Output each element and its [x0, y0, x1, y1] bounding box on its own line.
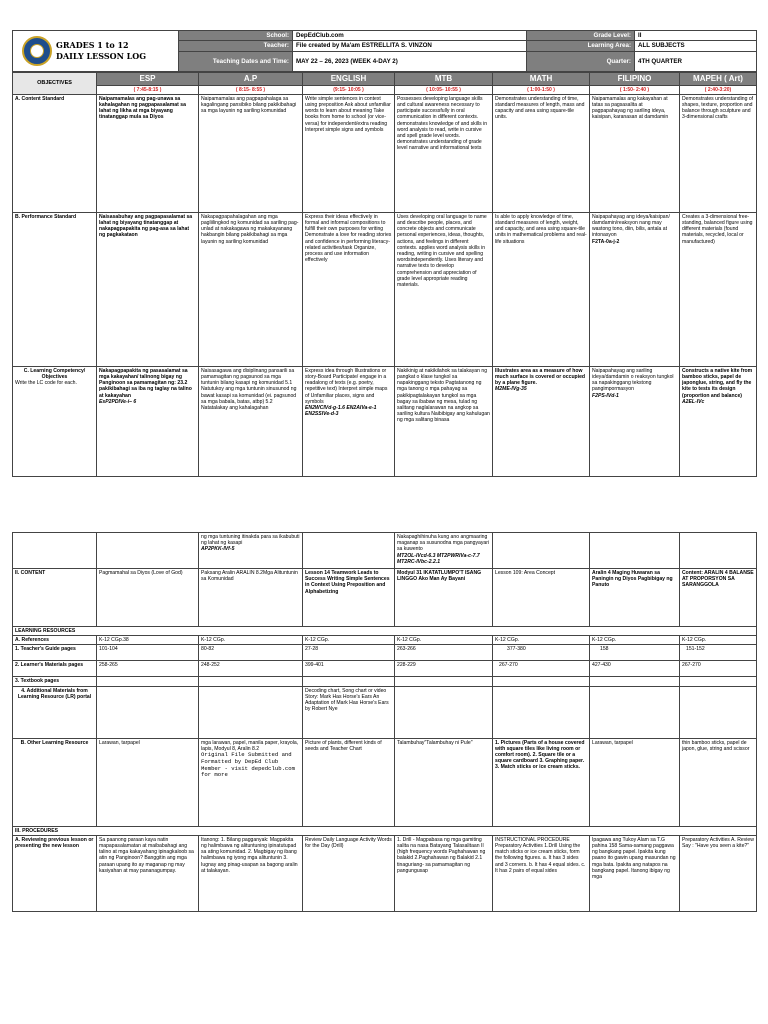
cell-mapeh: 151-152 [680, 645, 757, 661]
area-label: Learning Area: [527, 41, 635, 51]
cell-math [493, 533, 590, 569]
cell-text: Nakapagpapakita ng pasasalamat sa mga kakayahan/ talinong bigay ng Panginoon sa pamamagitan ng: 23.2 pakikibahagi sa iba ng taglay na talino at kakayahan [99, 367, 192, 399]
cell-math: 267-270 [493, 661, 590, 677]
teachers-guide-label: 1. Teacher's Guide pages [13, 645, 97, 661]
cell-ap: Itanong: 1. Bilang pagganyak: Magpakita ng halimbawa ng alituntuning ipinatutupad sa ating komunidad. 2. Magbigay ng ibang halimbawa ng iyong mga alituntunin 3. Iugnay ang pinag-usapan sa bagong aralin at talakayan. [199, 835, 303, 911]
cell-english: K-12 CGp. [303, 636, 395, 645]
cell-text: Naipapahayag ang sariling ideya/damdamin o reaksyon tungkol sa napakinggang tekstong pangimpormasyon [592, 367, 674, 393]
cell-english: 399-401 [303, 661, 395, 677]
cell-esp: Naipamamalas ang pag-unawa sa kahalagahan ng pagpapasalamat sa lahat ng likha at mga biyayang tinatanggap mula sa Diyos [97, 94, 199, 212]
cell-math: INSTRUCTIONAL PROCEDURE Preparatory Activities 1.Drill Using the match sticks or ice cream sticks, form the following figures. a. It has 3 sides and 3 corners. b. It has 4 equal sides. c. It has 2 pairs of equal sides [493, 835, 590, 911]
area-value: ALL SUBJECTS [635, 41, 757, 51]
title-line-1: GRADES 1 to 12 [56, 40, 129, 51]
cell-filipino: Larawan, tarpapel [590, 738, 680, 826]
teacher-value: File created by Ma'am ESTRELLITA S. VINZON [293, 41, 527, 51]
reviewing-label: A. Reviewing previous lesson or presenting the new lesson [13, 835, 97, 911]
cell-math [493, 366, 590, 476]
cell-esp: K-12 CGp.38 [97, 636, 199, 645]
cell-english [303, 677, 395, 686]
subject-name: MATH [493, 73, 590, 86]
cell-mtb [395, 677, 493, 686]
subject-time: ( 1:00-1:50 ) [493, 85, 590, 94]
cell-english: Write simple sentences in context using preposition Ask about unfamiliar words to learn about meaning Take books from home to school (or vice-versa) for independent/extra reading Interpret simple signs and symbols [303, 94, 395, 212]
objectives-label: OBJECTIVES [13, 73, 97, 95]
subject-time: ( 2:40-3:20) [680, 85, 757, 94]
quarter-label: Quarter: [527, 51, 635, 72]
procedures-label: III. PROCEDURES [13, 826, 757, 835]
cell-mapeh: thin bamboo sticks, papel de japon, glue, string and scissor [680, 738, 757, 826]
subject-time: (9:15- 10:05 ) [303, 85, 395, 94]
subject-name: ENGLISH [303, 73, 395, 86]
title-line-2: DAILY LESSON LOG [56, 51, 147, 61]
cell-mtb: Possesses developing language skills and cultural awareness necessary to participate successfully in oral communication in different contexts. demonstrates knowledge of and skills in word analysis to read, write in cursive and spell grade level words. demonstrates understanding of grade level narrative and informational texts [395, 94, 493, 212]
cell-ap [199, 738, 303, 826]
other-resources-label: B. Other Learning Resource [13, 738, 97, 826]
cell-math: 1. Pictures (Parts of a house covered with square tiles like living room or comfort room). 2. Square tile or a square cardboard 3. Graphing paper. 3. Match sticks or ice cream sticks. [493, 738, 590, 826]
continuation-label [13, 533, 97, 569]
cell-filipino: K-12 CGp. [590, 636, 680, 645]
cell-filipino: 427-430 [590, 661, 680, 677]
cell-ap: K-12 CGp. [199, 636, 303, 645]
cell-filipino: Aralin 4 Maging Huwaran sa Paningin ng Diyos Pagbibigay ng Panuto [590, 569, 680, 627]
content-label: II. CONTENT [13, 569, 97, 627]
subject-time: ( 1:50- 2:40 ) [590, 85, 680, 94]
cell-text: Illustrates area as a measure of how much surface is covered or occupied by a plane figure. [495, 367, 586, 387]
cell-ap [199, 686, 303, 738]
cell-mapeh [680, 533, 757, 569]
cell-mtb [395, 533, 493, 569]
dates-label: Teaching Dates and Time: [179, 51, 293, 72]
cell-ap: 80-82 [199, 645, 303, 661]
cell-mtb: Modyul 31 IKATATLUMPO'T ISANG LINGGO Ako Man Ay Bayani [395, 569, 493, 627]
lc-code: EN2WCIVd-g-1.6 EN2AIVa-e-1 EN2SSIVe-d-3 [305, 405, 377, 418]
cell-text: Naipapahayag ang ideya/kaisipan/ damdamin/reaksyon nang may wastong tono, diin, bilis, antala at intonasyon [592, 213, 670, 239]
cell-text: mga larawan, papel, manila paper, krayola, lapis, Modyul 8, Aralin 8.2 [201, 739, 299, 752]
objectives-table [12, 72, 757, 477]
subject-name: FILIPINO [590, 73, 680, 86]
cell-filipino: Naipamamalas ang kakayahan at tatas sa pagsasalita at pagpapahayag ng sariling ideya, kaisipan, karanasan at damdamin [590, 94, 680, 212]
cell-filipino: 158 [590, 645, 680, 661]
cell-text: Constructs a native kite from bamboo sticks, papel de japonglue, string, and fly the kite to tests its design (proportion and balance) [682, 367, 753, 399]
performance-standard-label: B. Performance Standard [13, 212, 97, 366]
teacher-label: Teacher: [179, 41, 293, 51]
cell-math: Is able to apply knowledge of time, standard measures of length, weight, and capacity, and area using square-tile units in mathematical problems and real-life situations [493, 212, 590, 366]
cell-esp [97, 533, 199, 569]
content-table [12, 532, 757, 912]
header-table [12, 30, 757, 72]
cell-mtb [395, 686, 493, 738]
competency-label-cell [13, 366, 97, 476]
competency-label: C. Learning Competency/ Objectives [23, 367, 86, 381]
cell-english [303, 533, 395, 569]
cell-english: Picture of plants, different kinds of seeds and Teacher Chart [303, 738, 395, 826]
cell-mtb: 1. Drill - Magpabasa ng mga gamiting salita na nasa Batayang Talasalitaan II (high frequency words Paghahawan ng balakid 2.Paghahawan ng Balakid 2.1 tinaguriang- sa pamamagitan ng pangungusap [395, 835, 493, 911]
cell-text: ng mga tuntuning itinakda para sa ikabubuti ng lahat ng kasapi [201, 534, 300, 547]
cell-math [493, 686, 590, 738]
cell-mtb: 263-266 [395, 645, 493, 661]
cell-mapeh [680, 686, 757, 738]
references-label: A. References [13, 636, 97, 645]
cell-english [303, 366, 395, 476]
additional-materials-label: 4. Additional Materials from Learning Resource (LR) portal [13, 686, 97, 738]
subject-time: ( 7:45-8:15 ) [97, 85, 199, 94]
cell-esp [97, 677, 199, 686]
cell-filipino [590, 212, 680, 366]
dates-value: MAY 22 – 26, 2023 (WEEK 4-DAY 2) [293, 51, 527, 72]
cell-esp: Naisasabuhay ang pagpapasalamat sa lahat ng biyayang tinatanggap at nakapagpapakita ng pag-asa sa lahat ng pagkakataon [97, 212, 199, 366]
cell-mapeh: Preparatory Activities A. Review Say : "Have you seen a kite?" [680, 835, 757, 911]
cell-english: Review Daily Language Activity Words for the Day (Drill) [303, 835, 395, 911]
cell-math: K-12 CGp. [493, 636, 590, 645]
cell-mapeh: Creates a 3-dimensional free-standing, balanced figure using different materials (found materials, recycled, local or manufactured) [680, 212, 757, 366]
cell-mapeh: Content: ARALIN 4 BALANSE AT PROPORSYON SA SARANGGOLA [680, 569, 757, 627]
cell-math: Lesson 109: Area Concept [493, 569, 590, 627]
cell-filipino: Ipagawa ang Tukoy Alam sa T.G pahina 158 Sama-samang paggawa ng bangkang papel. Ipakita kung paano ito gawin upang masundan ng mga bata. Ipakita ang natapos na bangkang papel. Itanong ibigay ng mga [590, 835, 680, 911]
grade-label: Grade Level: [527, 31, 635, 41]
subject-name: MTB [395, 73, 493, 86]
subject-time: ( 8:15- 8:55 ) [199, 85, 303, 94]
learning-resources-label: LEARNING RESOURCES [13, 627, 757, 636]
school-label: School: [179, 31, 293, 41]
cell-english: Decoding chart, Song chart or video Story: Mark Has Horse's Ears An Adaptation of Mark Has Horse's Ears by Robert Nye [303, 686, 395, 738]
cell-esp [97, 366, 199, 476]
cell-text: Nakapaghihinuha kung ano angmaaring maganap sa susunodna mga pangyayari sa kuwento [397, 534, 490, 553]
content-standard-label: A. Content Standard [13, 94, 97, 212]
cell-esp: 258-265 [97, 661, 199, 677]
cell-ap: Naipamamalas ang pagpapahalaga sa kagalingang pansibiko bilang pakikibahagi sa mga layunin ng sariling komunidad [199, 94, 303, 212]
cell-math: 377-380 [493, 645, 590, 661]
cell-mapeh: Demonstrates understanding of shapes, texture, proportion and balance through sculpture and 3-dimensional crafts [680, 94, 757, 212]
cell-esp: Sa paanong paraan kaya natin mapapasalamatan at maibabahagi ang talino at mga kakayahang ipinagkaloob sa atin ng Panginoon? Banggitin ang mga paraan upang ito ay maganap ng may kasiyahan at may pananagumpay. [97, 835, 199, 911]
cell-ap: Nakapagpapahalagahan ang mga pagliilingkod ng komunidad sa sariling pag-unlad at nakakagawa ng makakayanang hakbangin bilang pakikibahagi sa mga layunin ng sariling komunidad [199, 212, 303, 366]
cell-ap [199, 677, 303, 686]
cell-ap: 248-252 [199, 661, 303, 677]
quarter-value: 4TH QUARTER [635, 51, 757, 72]
cell-mapeh [680, 677, 757, 686]
cell-mtb: Nakikinig at nakikilahok sa talakayan ng pangkat o klase tungkol sa napakinggang teksto Pagtatanong ng mga tanong o mga pahayag sa pakikipagtalakayan tungkol sa mga bagay sa ibabaw ng mesa, tulad ng salitang naglalarawan na angkop sa sariling kultura Naibibigay ang kahulugan ng mga salitang binasa [395, 366, 493, 476]
cell-filipino [590, 533, 680, 569]
lc-code: F2PS-IVd-1 [592, 392, 619, 399]
lc-code: EsP2PDIVe-i– 6 [99, 398, 137, 405]
cell-ap: Naisasagawa ang disiplinang pansarili sa pamamagitan ng pagsunod sa mga tuntunin bilang kasapi ng komunidad 5.1 Natutukoy ang mga tuntunin sinusunod ng bawat kasapi sa komunidad (ei. pagsunod sa mga babala, batas, atbp) 5.2 Natatalakay ang kahalagahan [199, 366, 303, 476]
cell-math [493, 677, 590, 686]
lesson-log-page-2 [12, 532, 756, 912]
header-logo-cell [13, 31, 179, 72]
cell-filipino [590, 686, 680, 738]
deped-seal-icon [22, 36, 52, 66]
lc-code: MT2OL-IVcd-6.3 MT2PWRIVa-c-7.7 MT2RC-IVbc-2.2.1 [397, 552, 480, 565]
grade-value: II [635, 31, 757, 41]
cell-esp: Larawan, tarpapel [97, 738, 199, 826]
cell-english: Lesson 14 Teamwork Leads to Success Writing Simple Sentences in Context Using Preposition and Alphabetizing [303, 569, 395, 627]
textbook-label: 3. Textbook pages [13, 677, 97, 686]
cell-esp: 101-104 [97, 645, 199, 661]
lesson-log-page-1 [12, 30, 756, 477]
school-value: DepEdClub.com [293, 31, 527, 41]
cell-english: 27-28 [303, 645, 395, 661]
learners-materials-label: 2. Learner's Materials pages [13, 661, 97, 677]
cell-text: Express idea through Illustrations or story-Board Participate/ engage in a readalong of texts (e.g. poetry, repetitive text) Interpret simple maps of Unfamiliar places, signs and symbols [305, 367, 388, 405]
cell-mtb: 228-229 [395, 661, 493, 677]
cell-esp [97, 686, 199, 738]
competency-note: Write the LC code for each. [15, 380, 77, 387]
cell-filipino [590, 677, 680, 686]
lc-code: AP2PKK-IVf-5 [201, 546, 235, 553]
promo-text: Original File Submitted and Formatted by DepEd Club Member - visit depedclub.com for more [201, 751, 295, 779]
subject-name: A.P [199, 73, 303, 86]
cell-mapeh: K-12 CGp. [680, 636, 757, 645]
subject-name: ESP [97, 73, 199, 86]
subject-name: MAPEH ( Art) [680, 73, 757, 86]
cell-ap [199, 533, 303, 569]
subject-time: ( 10:05- 10:55 ) [395, 85, 493, 94]
cell-math: Demonstrates understanding of time, standard measures of length, mass and capacity and area using square-tile units. [493, 94, 590, 212]
cell-english: Express their ideas effectively in formal and informal compositions to fulfill their own purposes for writing Demonstrate a love for reading stories and confidence in performing literacy-related activities/task Organize, process and use information effectively [303, 212, 395, 366]
lc-code: A2EL-IVc [682, 398, 705, 405]
cell-filipino [590, 366, 680, 476]
cell-mtb: K-12 CGp. [395, 636, 493, 645]
cell-mapeh: 267-270 [680, 661, 757, 677]
lc-code: F2TA-0a-j-2 [592, 238, 620, 245]
cell-ap: Paksang Aralin ARALIN 8.2Mga Alituntunin sa Komunidad [199, 569, 303, 627]
lc-code: M2ME-IVg-35 [495, 386, 527, 393]
cell-esp: Pagmamahal sa Diyos (Love of God) [97, 569, 199, 627]
cell-mtb: Talambuhay"Talambuhay ni Pule" [395, 738, 493, 826]
cell-mtb: Uses developing oral language to name and describe people, places, and concrete objects and communicate personal experiences, ideas, thoughts, actions, and feelings in different contexts. applies word analysis skills in reading, writing in cursive and spelling wordsindependently. Uses literary and narrative texts to develop comprehension and appreciation of grade level appropriate reading materials. [395, 212, 493, 366]
cell-mapeh [680, 366, 757, 476]
